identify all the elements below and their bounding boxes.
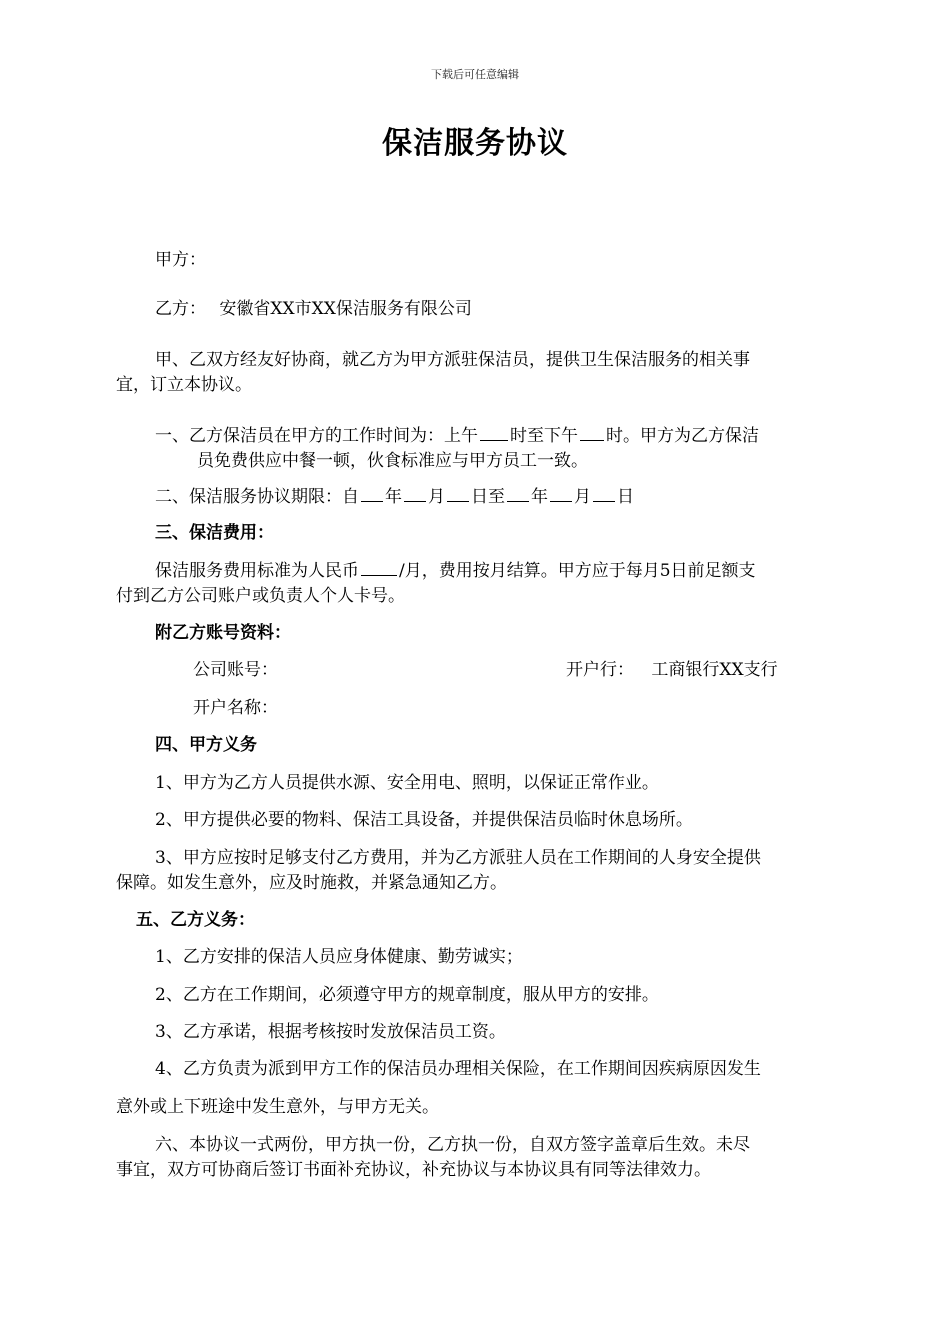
section5-item-1: 1、乙方安排的保洁人员应身体健康、勤劳诚实； xyxy=(155,947,523,967)
blank-fee xyxy=(361,560,397,576)
clause1-text-a: 一、乙方保洁员在甲方的工作时间为：上午 xyxy=(155,426,478,446)
account-name-label: 开户名称： xyxy=(193,698,278,718)
bank-line xyxy=(566,658,778,682)
section4-heading: 四、甲方义务 xyxy=(155,735,257,755)
section3-text-a: 保洁服务费用标准为人民币 xyxy=(155,561,359,581)
party-a-line: 甲方： xyxy=(155,250,206,270)
label-month-1: 月 xyxy=(428,487,445,507)
label-day-2: 日 xyxy=(617,487,634,507)
label-year-1: 年 xyxy=(385,487,402,507)
section5-item-3: 3、乙方承诺，根据考核按时发放保洁员工资。 xyxy=(155,1022,506,1042)
party-b-line xyxy=(155,297,472,321)
clause1-text-b: 时至下午 xyxy=(510,426,578,446)
intro-line-2: 宜，订立本协议。 xyxy=(116,375,252,395)
clause2-line xyxy=(155,485,634,509)
blank-end-month xyxy=(550,486,572,502)
section4-item-3-line-1: 3、甲方应按时足够支付乙方费用，并为乙方派驻人员在工作期间的人身安全提供 xyxy=(155,848,761,868)
label-day-to: 日至 xyxy=(471,487,505,507)
clause2-text: 二、保洁服务协议期限：自 xyxy=(155,487,359,507)
clause1-text-c: 时。甲方为乙方保洁 xyxy=(606,426,759,446)
clause6-line-1: 六、本协议一式两份，甲方执一份，乙方执一份，自双方签字盖章后生效。未尽 xyxy=(155,1135,750,1155)
blank-start-year xyxy=(361,486,383,502)
account-heading: 附乙方账号资料： xyxy=(155,623,291,643)
bank-name: 工商银行XX支行 xyxy=(651,660,778,680)
section3-heading: 三、保洁费用： xyxy=(155,523,274,543)
section4-item-3-line-2: 保障。如发生意外，应及时施救，并紧急通知乙方。 xyxy=(116,873,507,893)
section5-item-4-line-1: 4、乙方负责为派到甲方工作的保洁员办理相关保险，在工作期间因疾病原因发生 xyxy=(155,1059,761,1079)
clause1-line-2: 员免费供应中餐一顿，伙食标准应与甲方员工一致。 xyxy=(197,451,588,471)
label-year-2: 年 xyxy=(531,487,548,507)
section4-item-1: 1、甲方为乙方人员提供水源、安全用电、照明，以保证正常作业。 xyxy=(155,773,659,793)
blank-start-hour xyxy=(480,425,508,441)
blank-start-day xyxy=(447,486,469,502)
clause1-line-1 xyxy=(155,424,759,448)
document-title: 保洁服务协议 xyxy=(382,126,568,161)
party-b-label: 乙方： xyxy=(155,299,206,319)
page-header: 下载后可任意编辑 xyxy=(431,68,519,81)
clause6-line-2: 事宜，双方可协商后签订书面补充协议，补充协议与本协议具有同等法律效力。 xyxy=(116,1160,711,1180)
section3-line-1 xyxy=(155,559,756,583)
company-account-label: 公司账号： xyxy=(193,660,278,680)
blank-end-hour xyxy=(580,425,604,441)
party-b-name: 安徽省XX市XX保洁服务有限公司 xyxy=(219,299,472,319)
label-month-2: 月 xyxy=(574,487,591,507)
section5-item-4-line-2: 意外或上下班途中发生意外，与甲方无关。 xyxy=(116,1097,439,1117)
section3-text-b: /月，费用按月结算。甲方应于每月5日前足额支 xyxy=(399,561,756,581)
intro-line-1: 甲、乙双方经友好协商，就乙方为甲方派驻保洁员，提供卫生保洁服务的相关事 xyxy=(155,350,750,370)
blank-start-month xyxy=(404,486,426,502)
blank-end-day xyxy=(593,486,615,502)
section4-item-2: 2、甲方提供必要的物料、保洁工具设备，并提供保洁员临时休息场所。 xyxy=(155,810,693,830)
section3-line-2: 付到乙方公司账户或负责人个人卡号。 xyxy=(116,586,405,606)
blank-end-year xyxy=(507,486,529,502)
bank-label: 开户行： xyxy=(566,660,634,680)
section5-item-2: 2、乙方在工作期间，必须遵守甲方的规章制度，服从甲方的安排。 xyxy=(155,985,659,1005)
section5-heading: 五、乙方义务： xyxy=(136,910,255,930)
